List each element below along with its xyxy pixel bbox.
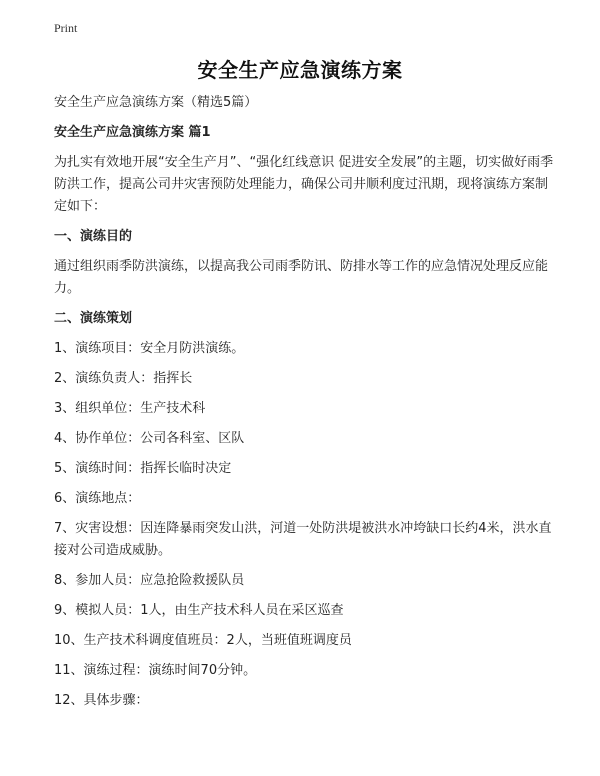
list-item: 4、协作单位：公司各科室、区队 — [54, 431, 245, 446]
list-item: 3、组织单位：生产技术科 — [54, 401, 206, 416]
list-item: 8、参加人员：应急抢险救援队员 — [54, 573, 245, 588]
intro-paragraph: 为扎实有效地开展“安全生产月”、“强化红线意识 促进安全发展”的主题，切实做好雨季防洪工作，提高公司井灾害预防处理能力，确保公司井顺利度过汛期，现将演练方案制定如下： — [54, 155, 554, 214]
purpose-paragraph: 通过组织雨季防洪演练，以提高我公司雨季防讯、防排水等工作的应急情况处理反应能力。 — [54, 259, 549, 296]
list-item: 1、演练项目：安全月防洪演练。 — [54, 341, 245, 356]
document-subtitle: 安全生产应急演练方案（精选5篇） — [54, 95, 258, 110]
document-body — [54, 92, 554, 720]
list-item: 11、演练过程：演练时间70分钟。 — [54, 663, 257, 678]
section-heading-planning: 二、演练策划 — [54, 311, 133, 326]
list-item: 2、演练负责人：指挥长 — [54, 371, 193, 386]
document-title: 安全生产应急演练方案 — [197, 58, 403, 82]
list-item: 10、生产技术科调度值班员：2人，当班值班调度员 — [54, 633, 352, 648]
list-item: 9、模拟人员：1人，由生产技术科人员在采区巡查 — [54, 603, 344, 618]
section-heading-purpose: 一、演练目的 — [54, 229, 133, 244]
print-link[interactable]: Print — [54, 21, 78, 35]
list-item: 5、演练时间：指挥长临时决定 — [54, 461, 232, 476]
list-item: 12、具体步骤： — [54, 693, 149, 708]
list-item: 6、演练地点： — [54, 491, 141, 506]
part-heading: 安全生产应急演练方案 篇1 — [54, 125, 211, 140]
list-item: 7、灾害设想：因连降暴雨突发山洪，河道一处防洪堤被洪水冲垮缺口长约4米，洪水直接对公司造成威胁。 — [54, 521, 552, 558]
